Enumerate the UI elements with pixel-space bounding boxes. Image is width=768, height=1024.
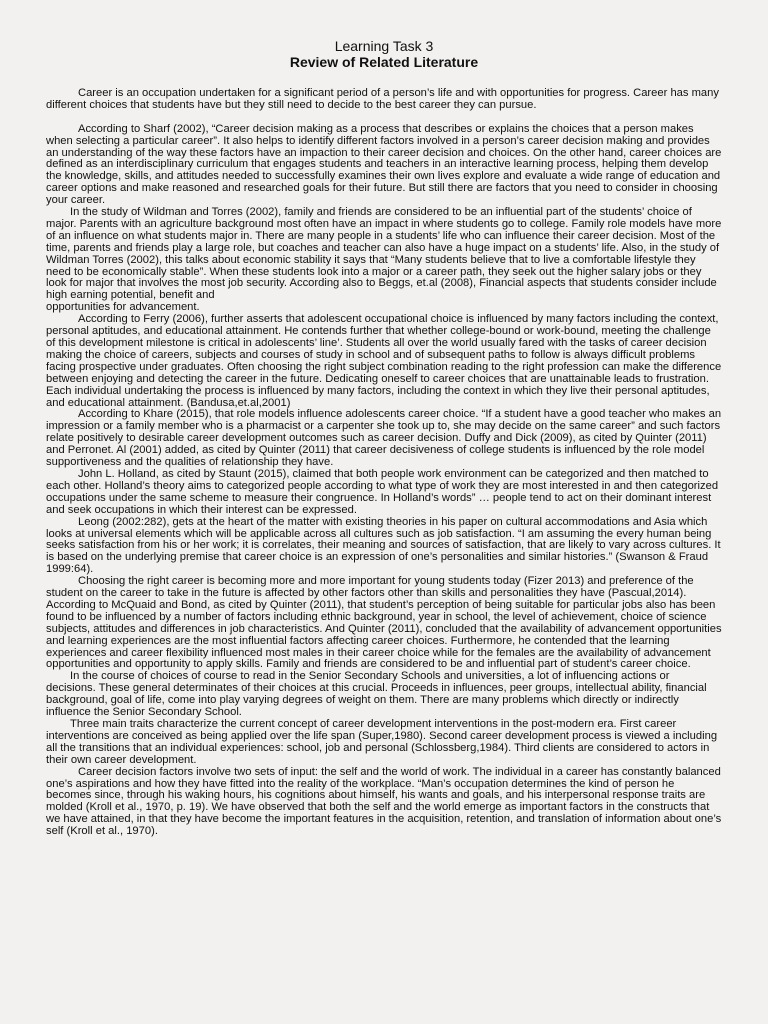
paragraph-three-traits: Three main traits characterize the current concept of career development interventions in the post-modern era. First career interventions are conceived as being applied over the life span (Super,1980). Second career development process is viewed a including all the transitions that an individual experiences: school, job and personal (Schlossberg,1984). Third clients are considered to actors in their own career development. (46, 718, 718, 766)
paragraph-khare: According to Khare (2015), that role models influence adolescents career choice. “If a student have a good teacher who makes an impression or a family member who is a pharmacist or a carpenter she took up to, she may decide on the same career” and such factors relate positively to desirable career development outcomes such as career decision. Duffy and Dick (2009), as cited by Quinter (2011) and Perronet. Al (2001) added, as cited by Quinter (2011) that career decisiveness of college students is influenced by the role model supportiveness and the qualities of relationship they have. (46, 408, 722, 469)
paragraph-wildman-end: opportunities for advancement. (46, 301, 200, 314)
paragraph-intro: Career is an occupation undertaken for a significant period of a person’s life and with opportunities for progress. Career has many different choices that students have but they still need to decide to the best career they can pursue. (46, 87, 719, 111)
paragraph-holland: John L. Holland, as cited by Staunt (2015), claimed that both people work environment can be categorized and then matched to each other. Holland’s theory aims to categorized people according to what type of work they are most interested in and then categorized occupations under the same scheme to measure their congruence. In Holland’s words” … people tend to act on their dominant interest and seek occupations in which their interest can be expressed. (46, 467, 719, 516)
paragraph-decision-factors: Career decision factors involve two sets of input: the self and the world of work. The individual in a career has constantly balanced one’s aspirations and how they have fitted into the reality of the workplace. “Man’s occupation determines the kind of person he becomes since, through his waking hours, his cognitions about himself, his wants and goals, and his interpersonal response traits are molded (Kroll et al., 1970, p. 19). We have observed that both the self and the world emerge as important factors in the constructs that we have attained, in that they have become the important features in the acquisition, retention, and translation of information about one’s self (Kroll et al., 1970). (46, 765, 722, 838)
paragraph-leong: Leong (2002:282), gets at the heart of the matter with existing theories in his paper on cultural accommodations and Asia which looks at universal elements which will be applicable across all cultures such as job satisfaction. “I am assuming the every human being seeks satisfaction from his or her work; it is correlates, their meaning and sources of satisfaction, that are likely to vary across cultures. It is based on the underlying premise that career choice is an expression of one’s personalities and similar histories.” (Swanson & Fraud 1999:64). (46, 515, 721, 576)
paragraph-ferry: According to Ferry (2006), further asserts that adolescent occupational choice is influenced by many factors including the context, personal aptitudes, and educational attainment. He contends further that whether college-bound or work-bound, meeting the challenge of this development milestone is critical in adolescents’ line’. Students all over the world usually fared with the tasks of career decision making the choice of careers, subjects and courses of study in school and of subsequent paths to follow is always difficult problems facing prospective under graduates. Often choosing the right subject combination reading to the right profession can make the difference between enjoying and detecting the career in the future. Dedicating oneself to career choices that are unattainable leads to frustration. Each individual undertaking the process is influenced by many factors, including the context in which they live their personal aptitudes, and educational attainment. (Bandusa,et.al,2001) (46, 313, 722, 409)
paragraph-sharf: According to Sharf (2002), “Career decision making as a process that describes or explains the choices that a person makes when selecting a particular career”. It also helps to identify different factors involved in a person’s career decision making and provides an understanding of the way these factors have an impaction to their career decision and choices. On the other hand, career choices are defined as an interdisciplinary curriculum that engages students and teachers in an interactive learning process, helping them develop the knowledge, skills, and attitudes needed to successfully examines their own lives explore and evaluate a wide range of education and career options and make reasoned and researched goals for their future. But still there are factors that you need to consider in choosing your career. (46, 122, 722, 207)
document-heading: Learning Task 3 (334, 38, 434, 54)
paragraph-choosing-career: Choosing the right career is becoming more and more important for young students today (Fizer 2013) and preference of the student on the career to take in the future is affected by other factors other than skills and personalities they have (Pascual,2014). According to McQuaid and Bond, as cited by Quinter (2011), that student’s perception of being suitable for particular jobs also has been found to be influenced by a number of factors including ethnic background, year in school, the level of achievement, choice of science subjects, attitudes and differences in job characteristics. And Quinter (2011), concluded that the availability of advancement opportunities and learning experiences are the most influential factors affecting career choices. Furthermore, he contended that the learning experiences and career flexibility influenced most males in their career choice while for the females are the availability of advancement opportunities and opportunity to apply skills. Family and friends are considered to be and influential part of student’s career choice. (46, 575, 722, 671)
paragraph-senior-secondary: In the course of choices of course to read in the Senior Secondary Schools and universities, a lot of influencing actions or decisions. These general determinates of their choices at this crucial. Proceeds in influences, peer groups, intellectual ability, financial background, goal of life, come into play varying degrees of weight on them. There are many problems which directly or indirectly influence the Senior Secondary School. (46, 670, 707, 719)
paragraph-wildman: In the study of Wildman and Torres (2002), family and friends are considered to be an influential part of the students’ choice of major. Parents with an agriculture background most often have an impact in where students go to college. Family role models have more of an influence on what students major in. There are many people in a students’ life who can influence their career decision. Most of the time, parents and friends play a large role, but coaches and teacher can also have a huge impact on a students’ life. Also, in the study of Wildman Torres (2002), this talks about economic stability it says that “Many students believe that to live a comfortable lifestyle they need to be economically stable”. When these students look into a major or a career path, they seek out the higher salary jobs or they look for major that involves the most job security. According also to Beggs, et.al (2008), Financial aspects that students consider include high earning potential, benefit and (46, 206, 722, 302)
document-body (46, 88, 722, 838)
document-title: Review of Related Literature (289, 54, 479, 70)
